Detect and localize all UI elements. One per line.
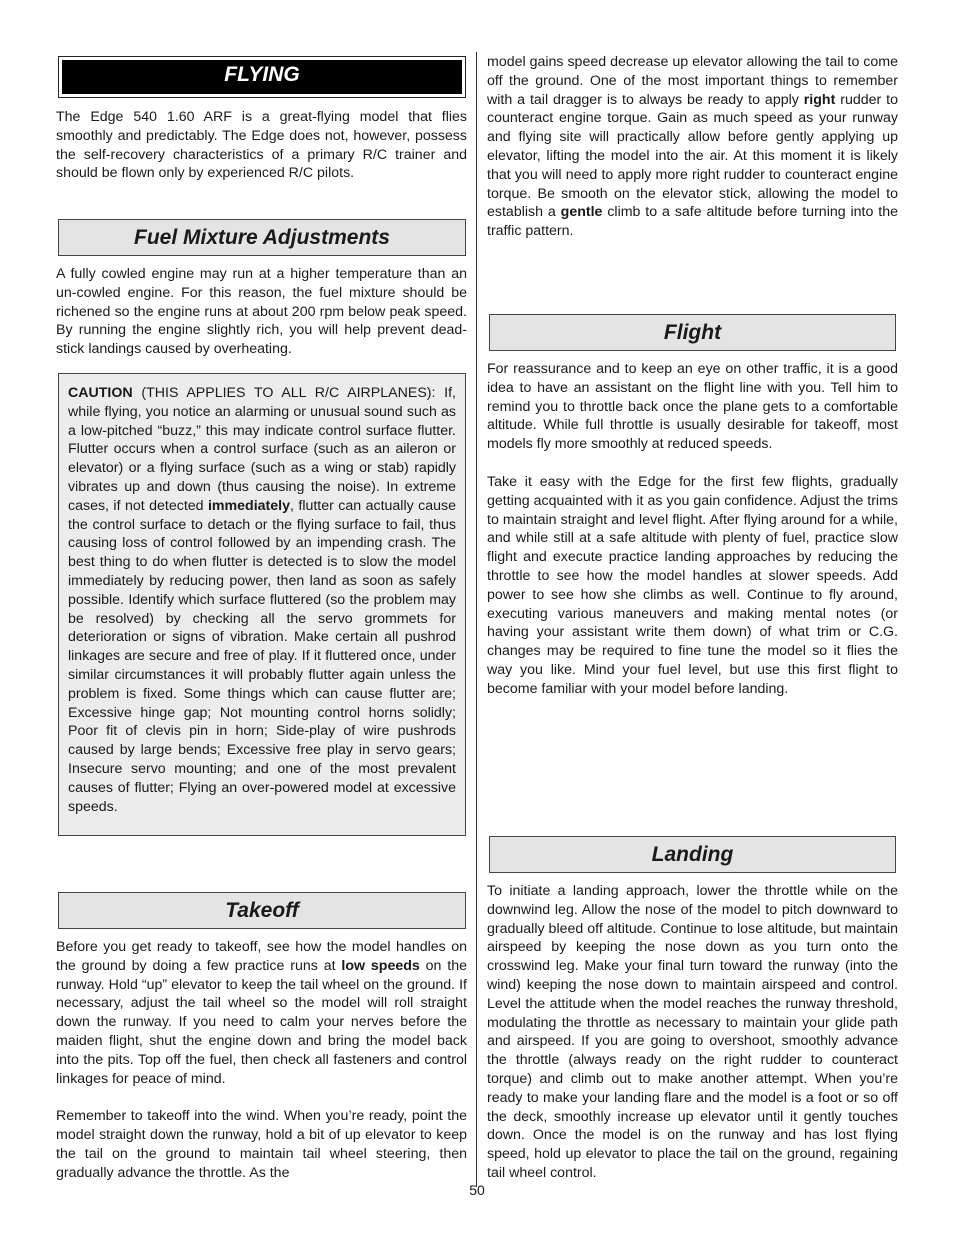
caution-text-b: , flutter can actually cause the control surface to detach or the flying surface to fail, thus causing loss of control followed by an impending crash. The best thing to do when flutter is detected is to slow the model immediately by reducing power, then land as soon as safely possible. Identify which surface fluttered (so the problem may be resolved) by checking all the servo grommets for deterioration or signs of vibration. Make certain all pushrod linkages are secure and free of play. If it fluttered once, under similar circumstances it will probably flutter again unless the problem is fixed. Some things which can cause flutter are; Excessive hinge gap; Not mounting control horns solidly; Poor fit of clevis pin in horn; Side-play of wire pushrods caused by large bends; Excessive free play in servo gears; Insecure servo mounting; and one of the most prevalent causes of flutter; Flying an over-powered model at excessive speeds. bbox=[68, 497, 456, 815]
caution-paragraph bbox=[68, 384, 456, 816]
column-divider bbox=[476, 52, 477, 1187]
rt-bold-gentle: gentle bbox=[560, 204, 603, 221]
flying-heading: FLYING bbox=[62, 60, 462, 94]
landing-heading: Landing bbox=[651, 843, 734, 866]
fuel-heading: Fuel Mixture Adjustments bbox=[134, 226, 390, 249]
caution-label: CAUTION bbox=[68, 385, 133, 401]
flight-section bbox=[487, 360, 898, 699]
flight-heading: Flight bbox=[663, 321, 722, 344]
caution-bold-immediately: immediately bbox=[207, 497, 290, 514]
takeoff-p1-bold: low speeds bbox=[341, 957, 420, 974]
takeoff-heading: Takeoff bbox=[225, 899, 299, 922]
flight-paragraph-2: Take it easy with the Edge for the first few flights, gradually getting acquainted with it as you gain confidence. Adjust the trims to maintain straight and level flight. After flying around for a while, and while still at a safe altitude with plenty of fuel, practice slow flight and execute practice landing approaches by reducing the throttle to see how the model handles at slower speeds. Add power to see how she climbs as well. Continue to fly around, executing various maneuvers and making mental notes (or having your assistant write them down) of what trim or C.G. changes may be required to fine tune the model so it flies the way you like. Mind your fuel level, but use this first flight to become familiar with your model before landing. bbox=[487, 473, 898, 697]
fuel-heading-box bbox=[58, 219, 466, 256]
takeoff-continued-section bbox=[487, 53, 898, 241]
fuel-section bbox=[56, 265, 467, 359]
landing-section bbox=[487, 882, 898, 1183]
flight-paragraph-1: For reassurance and to keep an eye on other traffic, it is a good idea to have an assistant on the flight line with you. Tell him to remind you to throttle back once the plane gets to a comfortable altitude. While full throttle is usually desirable for takeoff, most models fly more smoothly at reduced speeds. bbox=[487, 361, 898, 453]
rt-b: rudder to counteract engine torque. Gain as much speed as your runway and flying site will practically allow before gently applying up elevator, lifting the model into the air. At this moment it is likely that you will need to apply more right rudder to counteract engine torque. Be smooth on the elevator stick, allowing the model to establish a bbox=[487, 91, 899, 221]
takeoff-p1-b: on the runway. Hold “up” elevator to keep the tail wheel on the ground. If necessary, adjust the tail wheel so the model will roll straight down the runway. If you need to calm your nerves before the maiden flight, shut the engine down and bring the model back into the pits. Top off the fuel, then check all fasteners and control linkages for peace of mind. bbox=[56, 957, 468, 1087]
takeoff-continued-paragraph bbox=[487, 53, 898, 241]
landing-heading-box bbox=[489, 836, 896, 873]
flying-section bbox=[56, 108, 467, 183]
takeoff-heading-box bbox=[58, 892, 466, 929]
fuel-paragraph: A fully cowled engine may run at a higher temperature than an un-cowled engine. For this reason, the fuel mixture should be richened so the engine runs at about 200 rpm below peak speed. By running the engine slightly rich, you will help prevent dead-stick landings caused by overheating. bbox=[56, 266, 467, 358]
rt-a: model gains speed decrease up elevator allowing the tail to come off the ground. One of the most important things to remember with a tail dragger is to always be ready to apply bbox=[487, 54, 898, 108]
landing-paragraph: To initiate a landing approach, lower the throttle while on the downwind leg. Allow the nose of the model to pitch downward to gradually bleed off altitude. Continue to lose altitude, but maintain airspeed by keeping the nose down as you turn onto the crosswind leg. Make your final turn toward the runway (into the wind) keeping the nose down to maintain airspeed and control. Level the attitude when the model reaches the runway threshold, modulating the throttle as necessary to maintain your glide path and airspeed. If you are going to overshoot, smoothly advance the throttle (always ready on the right rudder to counteract torque) and climb out to make another attempt. When you’re ready to make your landing flare and the model is a foot or so off the deck, smoothly increase up elevator until it gently touches down. Once the model is on the runway and has lost flying speed, hold up elevator to place the tail on the ground, regaining tail wheel control. bbox=[487, 883, 898, 1181]
flying-heading-box bbox=[58, 56, 466, 98]
page-number: 50 bbox=[469, 1182, 485, 1198]
flying-paragraph: The Edge 540 1.60 ARF is a great-flying model that flies smoothly and predictably. The Edge does not, however, possess the self-recovery characteristics of a primary R/C trainer and should be flown only by experienced R/C pilots. bbox=[56, 109, 467, 182]
takeoff-p1-a: Before you get ready to takeoff, see how the model handles on the ground by doing a few practice runs at bbox=[56, 939, 467, 974]
takeoff-paragraph-1 bbox=[56, 938, 467, 1088]
rt-c: climb to a safe altitude before turning into the traffic pattern. bbox=[487, 204, 898, 240]
caution-box bbox=[58, 373, 466, 836]
takeoff-paragraph-2: Remember to takeoff into the wind. When you’re ready, point the model straight down the runway, hold a bit of up elevator to keep the tail on the ground to maintain tail wheel steering, then gradually advance the throttle. As the bbox=[56, 1108, 467, 1181]
takeoff-section bbox=[56, 938, 467, 1183]
rt-bold-right: right bbox=[803, 91, 836, 108]
flight-heading-box bbox=[489, 314, 896, 351]
caution-text-a: (THIS APPLIES TO ALL R/C AIRPLANES): If, while flying, you notice an alarming or unusual sound such as a low-pitched “buzz,” this may indicate control surface flutter. Flutter occurs when a control surface (such as an aileron or elevator) or a flying surface (such as a wing or stab) rapidly vibrates up and down (thus causing the noise). In extreme cases, if not detected bbox=[68, 385, 456, 514]
